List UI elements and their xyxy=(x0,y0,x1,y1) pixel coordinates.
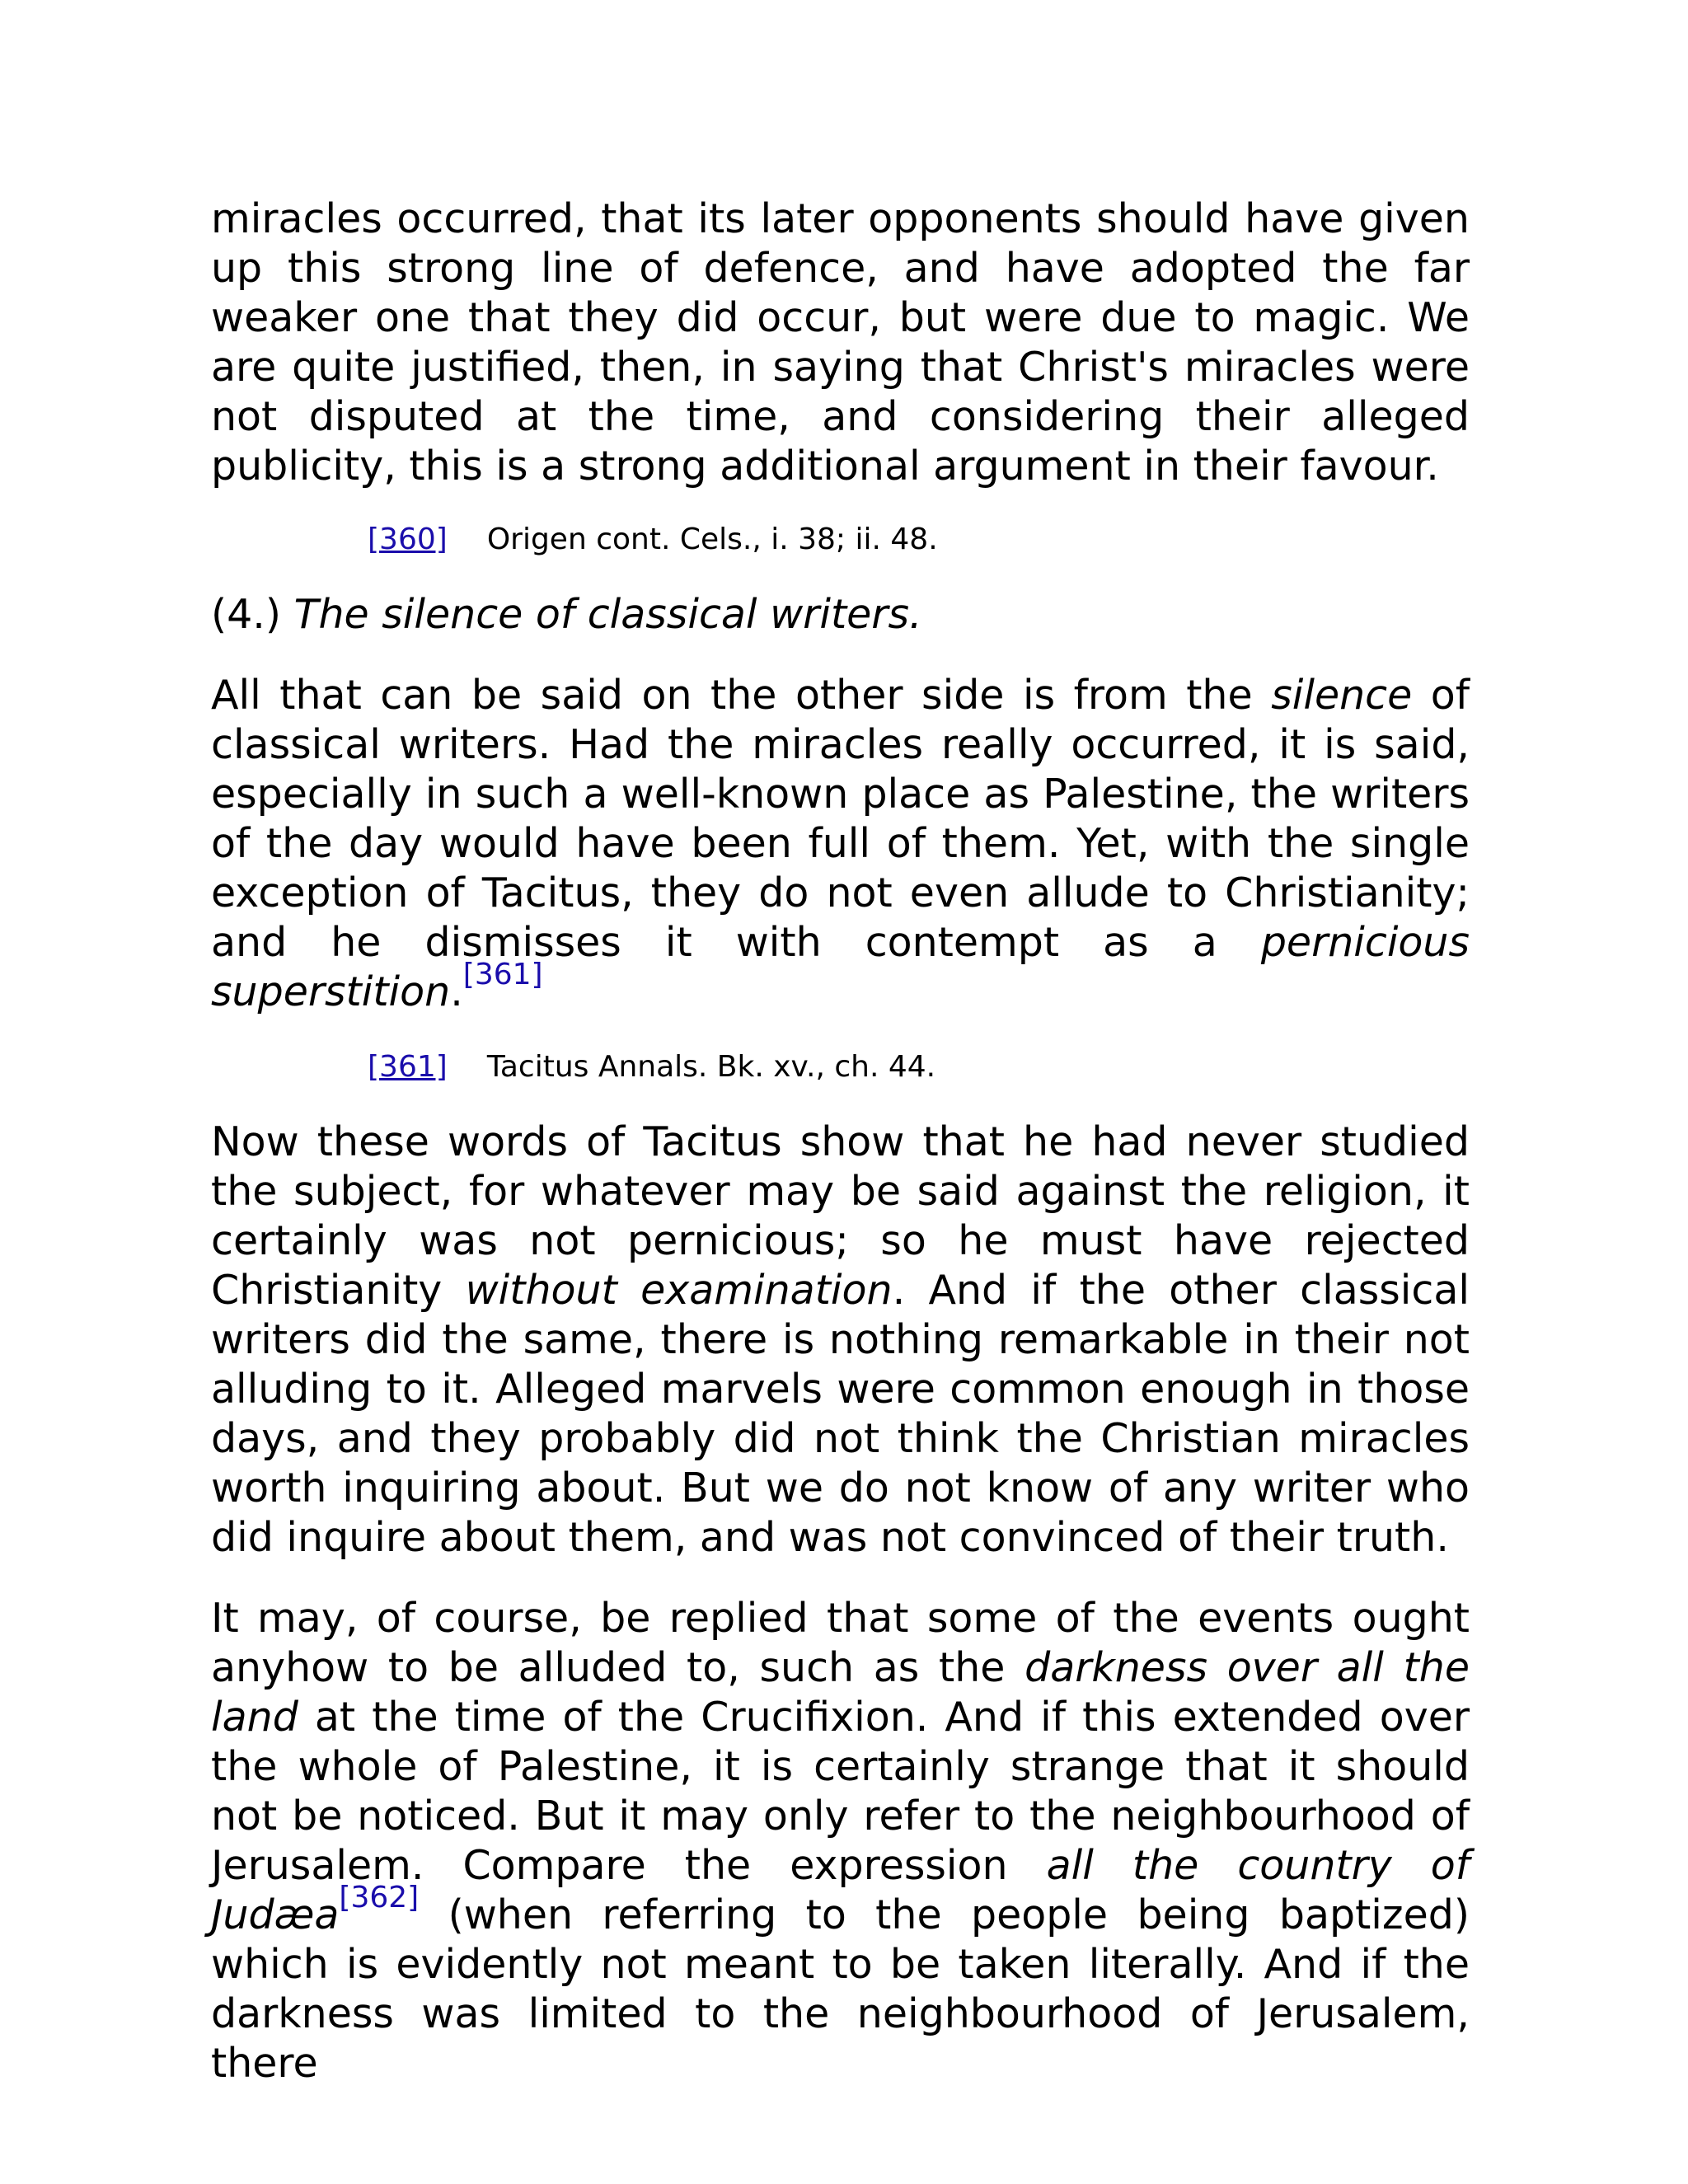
footnote-360-link[interactable]: [360] xyxy=(368,523,448,556)
text: of classical writers. Had the miracles really occurred, it is said, especially in such a well-known place as Palestine, the writers of the day would have been full of them. Yet, with the single exception of Tacitus, they do not even allude to Christianity; and he dismisses it with contempt as a xyxy=(211,672,1470,966)
text: at the time of the Crucifixion. And if this extended over the whole of Palestine, it is certainly strange that it should not be noticed. But it may only refer to the neighbourhood of Jerusalem. Compare the expression xyxy=(211,1694,1470,1889)
paragraph-tacitus xyxy=(211,1118,1470,1563)
section-title: The silence of classical writers. xyxy=(293,591,922,638)
text: All that can be said on the other side is from the xyxy=(211,672,1272,719)
emphasis: without examination xyxy=(465,1267,893,1314)
paragraph-silence xyxy=(211,671,1470,1017)
document-page xyxy=(211,194,1470,2120)
text: It may, of course, be replied that some of the events ought anyhow to be alluded to, such as the xyxy=(211,1595,1470,1691)
footnote-361-text: Tacitus Annals. Bk. xv., ch. 44. xyxy=(486,1050,936,1084)
text: (when referring to the people being baptized) which is evidently not meant to be taken literally. And if the darkness was limited to the neighbourhood of Jerusalem, there xyxy=(211,1891,1470,2087)
text: Now these words of Tacitus show that he had never studied the subject, for whatever may be said against the religion, it certainly was not pernicious; so he must have rejected Christianity xyxy=(211,1118,1470,1314)
paragraph-darkness xyxy=(211,1594,1470,2088)
text: . xyxy=(450,968,463,1015)
footnote-360 xyxy=(368,521,1470,559)
paragraph-miracles-argument: miracles occurred, that its later opponents should have given up this strong line of defence, and have adopted the far weaker one that they did occur, but were due to magic. We are quite justified, then, in saying that Christ's miracles were not disputed at the time, and considering their alleged publicity, this is a strong additional argument in their favour. xyxy=(211,195,1470,490)
footnote-ref-361[interactable]: [361] xyxy=(462,958,543,991)
footnote-ref-362[interactable]: [362] xyxy=(339,1881,420,1915)
footnote-361-link[interactable]: [361] xyxy=(368,1050,448,1084)
section-number: (4.) xyxy=(211,591,281,638)
footnote-361 xyxy=(368,1048,1470,1086)
section-heading xyxy=(211,590,1470,640)
emphasis: silence xyxy=(1271,672,1413,719)
emphasis: darkness over all the land xyxy=(211,1644,1470,1741)
emphasis: pernicious superstition xyxy=(211,919,1470,1015)
text: . And if the other classical writers did the same, there is nothing remarkable in their not alluding to it. Alleged marvels were common enough in those days, and they probably did not think the Christian miracles worth inquiring about. But we do not know of any writer who did inquire about them, and was not convinced of their truth. xyxy=(211,1267,1470,1561)
emphasis: all the country of Judæa xyxy=(211,1842,1470,1938)
footnote-360-text: Origen cont. Cels., i. 38; ii. 48. xyxy=(486,523,938,556)
